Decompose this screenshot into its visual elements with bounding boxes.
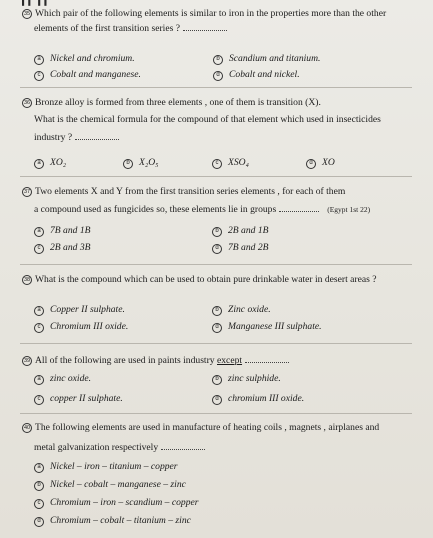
question-35 [22,7,414,36]
option-letter: b [123,159,133,169]
question-35-line-1 [22,7,414,21]
option-letter: c [34,71,44,81]
option-36-d[interactable] [306,157,335,169]
option-letter: b [34,481,44,491]
option-36-c[interactable] [212,157,249,169]
question-39 [22,353,414,368]
option-letter: b [212,306,222,316]
option-36-a[interactable] [34,157,66,169]
option-letter: a [34,159,44,169]
option-letter: c [34,323,44,333]
question-38 [22,273,414,287]
option-letter: d [34,517,44,527]
option-39-b[interactable] [212,373,281,385]
question-text: Two elements X and Y from the first transition series elements , for each of them [35,186,346,197]
question-number-badge: 36 [23,100,31,106]
answer-blank[interactable] [183,21,227,31]
question-40 [22,421,414,455]
option-letter: d [212,244,222,254]
option-letter: a [34,306,44,316]
question-37-line-2 [22,202,414,217]
question-number-badge: 39 [23,358,31,364]
option-text: Nickel – iron – titanium – copper [50,461,178,472]
question-36-line-1 [22,96,414,110]
question-text: industry ? [34,132,73,143]
option-text: Chromium – iron – scandium – copper [50,497,199,508]
option-text: Copper II sulphate. [50,304,125,315]
option-text: Nickel – cobalt – manganese – zinc [50,479,186,490]
option-text: copper II sulphate. [50,393,123,404]
question-number-badge: 40 [23,425,31,431]
question-36 [22,96,414,145]
option-letter: b [213,55,223,65]
answer-blank[interactable] [279,202,319,212]
question-number-badge: 38 [23,277,31,283]
question-36-line-2 [22,113,414,127]
question-37 [22,185,414,217]
option-text: Nickel and chromium. [50,53,135,64]
option-37-b[interactable] [212,225,269,237]
option-text: 2B and 3B [50,242,91,253]
divider [20,176,412,177]
question-text: Bronze alloy is formed from three elements , one of them is transition (X). [35,97,321,108]
option-text: XO [322,157,335,168]
option-letter: d [306,159,316,169]
answer-blank[interactable] [161,440,205,450]
divider [20,87,412,88]
option-letter: d [212,395,222,405]
answer-blank[interactable] [245,353,289,363]
answer-blank[interactable] [75,130,119,140]
option-letter: a [34,55,44,65]
option-letter: c [34,395,44,405]
option-40-a[interactable] [34,461,178,473]
top-edge-marks: ▌▌ ▌▌ [22,0,51,6]
option-text: 2B and 1B [228,225,269,236]
question-text: What is the compound which can be used to obtain pure drinkable water in desert areas ? [35,274,377,285]
option-text: 7B and 2B [228,242,269,253]
option-text: X₂O₅ [139,157,159,168]
divider [20,264,412,265]
question-text: metal galvanization respectively [34,442,159,453]
option-text: zinc oxide. [50,373,92,384]
option-letter: d [212,323,222,333]
option-text: XO₂ [50,157,67,168]
option-text: Cobalt and manganese. [50,69,141,80]
option-text: 7B and 1B [50,225,91,236]
question-text: What is the chemical formula for the compound of that element which used in insecticides [34,114,381,125]
option-38-b[interactable] [212,304,271,316]
option-letter: c [34,244,44,254]
option-text: XSO₄ [228,157,249,168]
option-letter: a [34,463,44,473]
option-text: Zinc oxide. [228,304,271,315]
source-note: (Egypt 1st 22) [327,205,371,214]
option-40-c[interactable] [34,497,199,509]
question-36-line-3 [22,130,414,145]
question-40-line-1 [22,421,414,435]
option-39-a[interactable] [34,373,91,385]
option-35-b[interactable] [213,53,320,65]
question-number-badge: 37 [23,189,31,195]
question-text: Which pair of the following elements is similar to iron in the properties more than the other [35,8,387,19]
option-37-c[interactable] [34,242,91,254]
option-text: zinc sulphide. [228,373,281,384]
option-37-a[interactable] [34,225,91,237]
option-37-d[interactable] [212,242,269,254]
option-36-b[interactable] [123,157,158,169]
question-40-line-2 [22,440,414,455]
divider [20,343,412,344]
option-letter: c [34,499,44,509]
option-text: chromium III oxide. [228,393,305,404]
question-text: a compound used as fungicides so, these elements lie in groups [34,204,277,215]
option-38-d[interactable] [212,321,322,333]
option-letter: c [212,159,222,169]
question-text: elements of the first transition series ? [34,23,180,34]
option-38-c[interactable] [34,321,128,333]
option-35-a[interactable] [34,53,135,65]
question-35-line-2 [22,21,414,36]
question-text: The following elements are used in manufacture of heating coils , magnets , airplanes and [35,422,380,433]
option-35-d[interactable] [213,69,300,81]
question-39-line-1 [22,353,414,368]
option-letter: b [212,375,222,385]
option-text: Manganese III sulphate. [228,321,322,332]
option-text: Chromium III oxide. [50,321,129,332]
question-37-line-1 [22,185,414,199]
option-40-b[interactable] [34,479,186,491]
option-40-d[interactable] [34,515,191,527]
option-text: Cobalt and nickel. [229,69,300,80]
emphasized-word: except [217,355,243,366]
question-38-line-1 [22,273,414,287]
option-letter: a [34,227,44,237]
question-number-badge: 35 [23,11,31,17]
option-text: Scandium and titanium. [229,53,321,64]
option-35-c[interactable] [34,69,141,81]
option-text: Chromium – cobalt – titanium – zinc [50,515,191,526]
option-38-a[interactable] [34,304,125,316]
divider [20,413,412,414]
option-39-d[interactable] [212,393,304,405]
option-letter: d [213,71,223,81]
option-39-c[interactable] [34,393,123,405]
question-text: All of the following are used in paints industry [35,355,217,366]
option-letter: a [34,375,44,385]
option-letter: b [212,227,222,237]
